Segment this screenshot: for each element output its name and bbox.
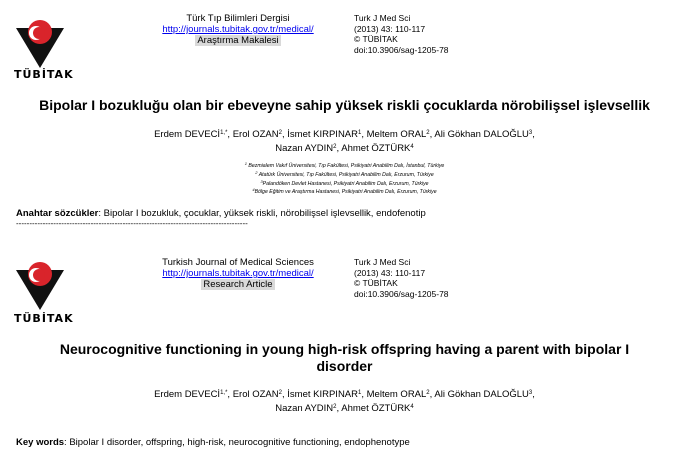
keywords-label: Key words [16,437,65,448]
citation-doi: doi:10.3906/sag-1205-78 [354,288,449,299]
citation-journal: Turk J Med Sci [354,257,411,267]
affiliation-number: 4 [252,187,255,193]
author-affiliation-ref: 4 [410,404,414,410]
author-affiliation-ref: 3 [528,390,533,396]
affiliation-number: 2 [255,169,258,175]
journal-link[interactable]: http://journals.tubitak.gov.tr/medical/ [162,268,314,279]
author-affiliation-ref: 3 [528,130,533,136]
article-type: Research Article [203,279,273,290]
author-name: İsmet KIRPINAR [287,129,359,140]
affiliation-item [0,170,689,179]
author-affiliation-ref: 2 [278,130,282,136]
author-affiliation-ref: 4 [410,144,414,150]
author-name: Nazan AYDIN [275,143,334,154]
author-name: Ali Gökhan DALOĞLU [434,389,529,400]
author-name: Erol OZAN [232,389,279,400]
logo-wordmark: TÜBİTAK [14,312,74,325]
title-english [0,341,689,375]
title-turkish: Bipolar I bozukluğu olan bir ebeveyne sahip yüksek riskli çocuklarda nörobilişsel işlevsellik [39,97,650,113]
citation-copyright: © TÜBİTAK [354,278,398,288]
journal-name: Türk Tıp Bilimleri Dergisi [186,13,290,24]
author-name: Erdem DEVECİ [154,389,221,400]
title-line: disorder [316,358,373,374]
keywords-text: : Bipolar I bozukluk, çocuklar, yüksek riskli, nörobilişsel işlevsellik, endofenotip [98,208,426,219]
author-name: Ali Gökhan DALOĞLU [434,129,529,140]
author-affiliation-ref: 1 [358,390,362,396]
author-affiliation-ref: 1,* [220,130,228,136]
affiliation-number: 3 [260,178,263,184]
authors-turkish: Erdem $DEVECİ^{1,*}$, Erol OZAN$^2$, İsmet KIRPINAR$^1$, Meltem ORAL$^2$, Ali Gökhan DALOĞLU$^3$, Nazan AYDIN$^2$, Ahmet ÖZTÜRK$^4$ [154,129,535,154]
affiliation-text: Atatürk Üniversitesi, Tıp Fakültesi, Psikiyatri Anabilim Dalı, Erzurum, Türkiye [258,171,434,178]
journal-info-top [128,13,348,46]
tubitak-emblem-icon [14,254,66,312]
author-name: İsmet KIRPINAR [287,389,359,400]
author-name: Meltem ORAL [366,389,427,400]
keywords-text: : Bipolar I disorder, offspring, high-risk, neurocognitive functioning, endophenotype [64,437,410,448]
affiliation-item [0,187,689,196]
tubitak-emblem-icon [14,12,66,70]
author-name: Ahmet ÖZTÜRK [341,143,411,154]
author-affiliation-ref: 2 [333,144,337,150]
author-affiliation-ref: 2 [333,404,337,410]
section-divider: --------------------------------------------------------------------------------------- [16,219,248,228]
author-name: Nazan AYDIN [275,403,334,414]
title-line: Neurocognitive functioning in young high-risk offspring having a parent with bipolar I [59,341,630,357]
author-name: Meltem ORAL [366,129,427,140]
keywords-turkish [16,208,426,219]
journal-info-bottom [128,257,348,290]
journal-link[interactable]: http://journals.tubitak.gov.tr/medical/ [162,24,314,35]
author-affiliation-ref: 2 [278,390,282,396]
author-affiliation-ref: 1,* [220,390,228,396]
citation-copyright: © TÜBİTAK [354,34,398,44]
author-affiliation-ref: 2 [426,130,430,136]
journal-name: Turkish Journal of Medical Sciences [162,257,314,268]
logo-wordmark: TÜBİTAK [14,68,74,81]
author-name: Ahmet ÖZTÜRK [341,403,411,414]
citation-volume: (2013) 43: 110-117 [354,23,426,34]
tubitak-logo-bottom [14,254,66,312]
citation-volume: (2013) 43: 110-117 [354,267,426,278]
citation-journal: Turk J Med Sci [354,13,411,23]
affiliation-number: 1 [244,161,247,166]
keywords-english [16,437,410,448]
author-name: Erdem DEVECİ [154,129,221,140]
keywords-label: Anahtar sözcükler [16,208,99,219]
article-type: Araştırma Makalesi [197,35,279,46]
affiliation-text: Palandöken Devlet Hastanesi, Psikiyatri Anabilim Dalı, Erzurum, Türkiye [262,180,429,187]
affiliation-item [0,179,689,188]
author-name: Erol OZAN [232,129,279,140]
affiliation-text: Bölge Eğitim ve Araştırma Hastanesi, Psikiyatri Anabilim Dalı, Erzurum, Türkiye [254,189,437,196]
affiliations [0,161,689,196]
citation-doi: doi:10.3906/sag-1205-78 [354,44,449,55]
tubitak-logo-top [14,12,66,70]
citation-block-bottom [354,257,449,299]
affiliation-text: Bezmialem Vakıf Üniversitesi, Tıp Fakültesi, Psikiyatri Anabilim Dalı, İstanbul, Türkiye [248,163,445,169]
citation-block-top [354,13,449,55]
affiliation-item [0,161,689,170]
author-affiliation-ref: 1 [358,130,362,136]
authors-english: Erdem $DEVECİ^{1,*}$, Erol OZAN$^2$, İsmet KIRPINAR$^1$, Meltem ORAL$^2$, Ali Gökhan DALOĞLU$^3$, Nazan AYDIN$^2$, Ahmet ÖZTÜRK$^4$ [154,389,535,414]
author-affiliation-ref: 2 [426,390,430,396]
